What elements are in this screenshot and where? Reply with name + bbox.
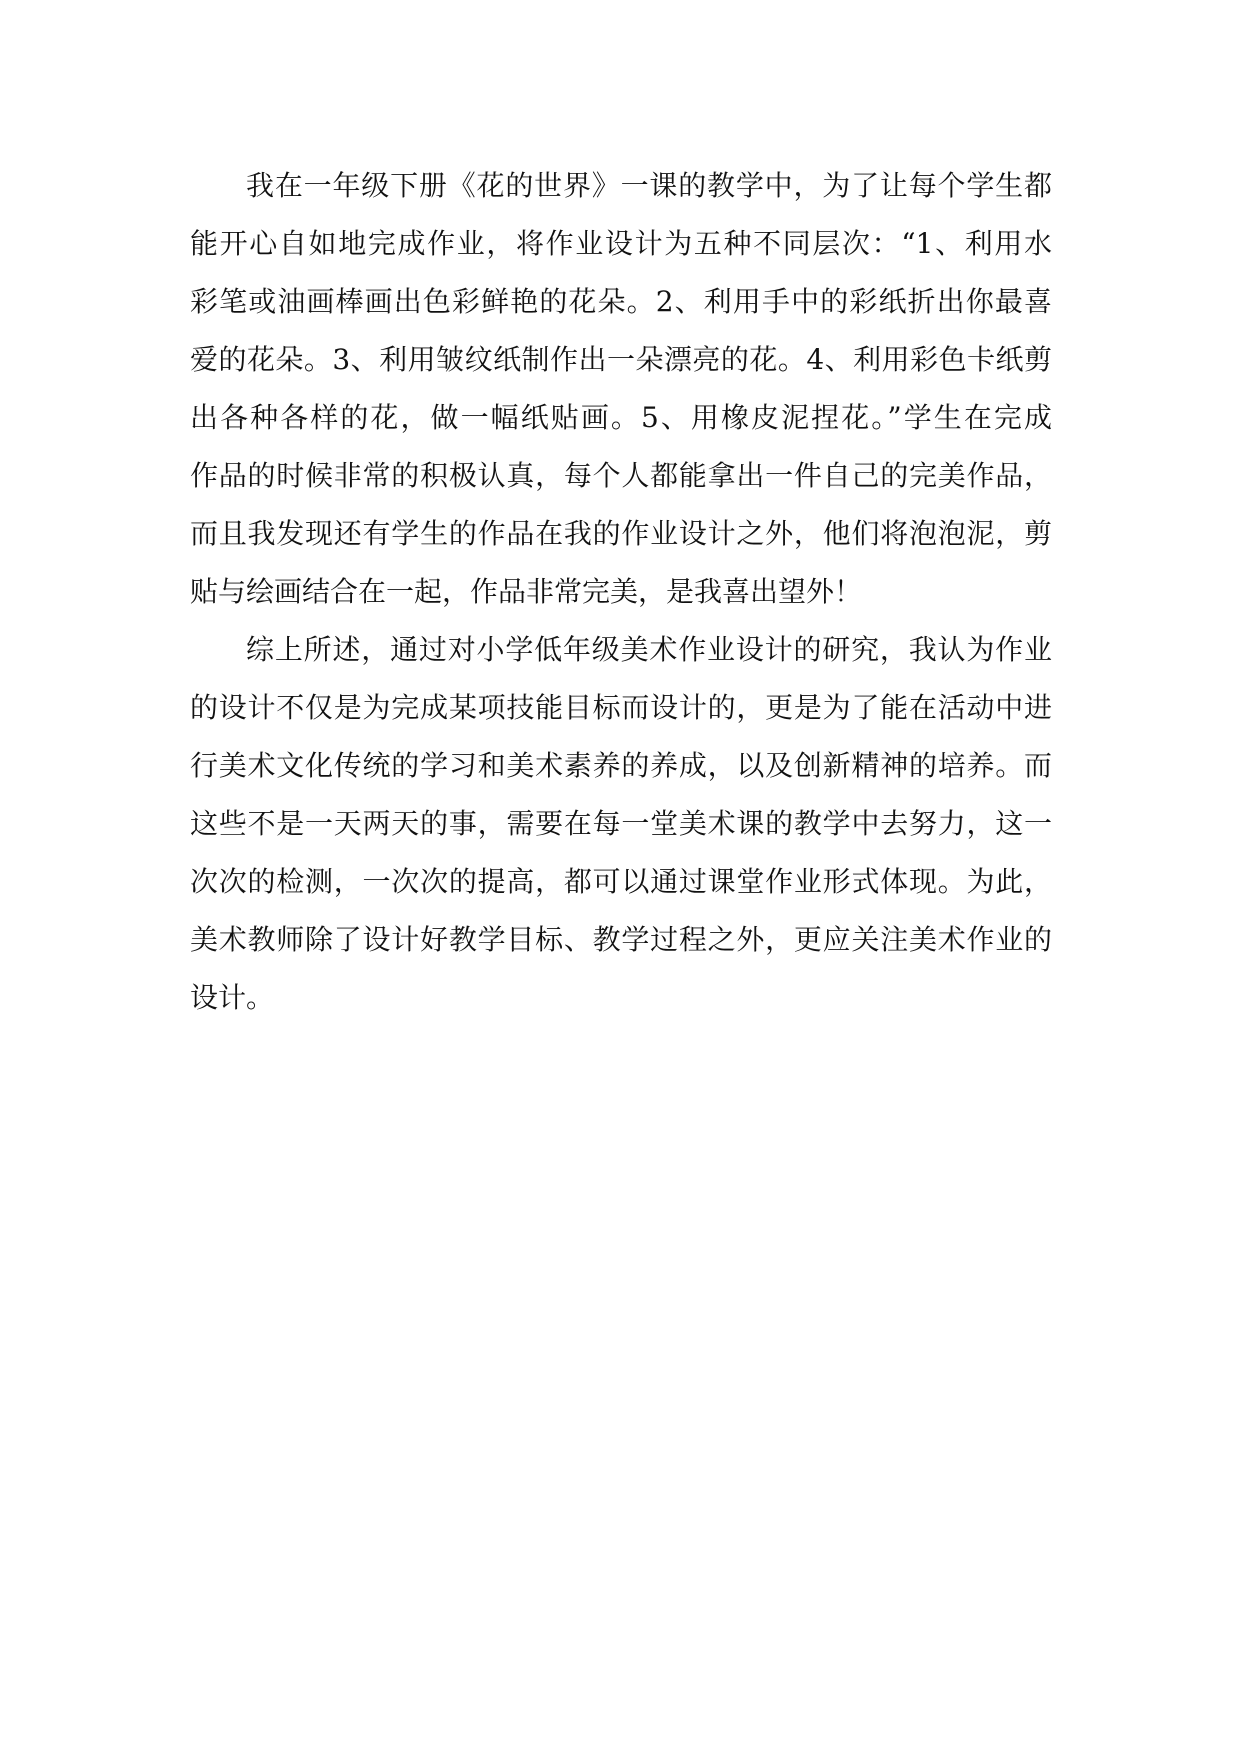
paragraph-line: 出各种各样的花，做一幅纸贴画。5、用橡皮泥捏花。”学生在完成 — [190, 401, 1052, 434]
paragraph-line: 爱的花朵。3、利用皱纹纸制作出一朵漂亮的花。4、利用彩色卡纸剪 — [190, 343, 1052, 376]
paragraph-line: 而且我发现还有学生的作品在我的作业设计之外，他们将泡泡泥，剪 — [190, 517, 1052, 550]
paragraph-line: 设计。 — [190, 981, 275, 1014]
paragraph-line: 贴与绘画结合在一起，作品非常完美，是我喜出望外！ — [190, 575, 863, 608]
document-body — [190, 157, 1052, 1027]
paragraph-line: 综上所述，通过对小学低年级美术作业设计的研究，我认为作业 — [246, 633, 1052, 666]
paragraph-line: 我在一年级下册《花的世界》一课的教学中，为了让每个学生都 — [246, 169, 1052, 202]
paragraph-line: 彩笔或油画棒画出色彩鲜艳的花朵。2、利用手中的彩纸折出你最喜 — [190, 285, 1052, 318]
paragraph-line: 美术教师除了设计好教学目标、教学过程之外，更应关注美术作业的 — [190, 923, 1052, 956]
paragraph-line: 能开心自如地完成作业，将作业设计为五种不同层次：“1、利用水 — [190, 227, 1052, 260]
paragraph-1 — [190, 157, 1052, 621]
paragraph-line: 行美术文化传统的学习和美术素养的养成，以及创新精神的培养。而 — [190, 749, 1052, 782]
paragraph-line: 这些不是一天两天的事，需要在每一堂美术课的教学中去努力，这一 — [190, 807, 1052, 840]
paragraph-line: 次次的检测，一次次的提高，都可以通过课堂作业形式体现。为此， — [190, 865, 1052, 898]
paragraph-2 — [190, 621, 1052, 1027]
paragraph-line: 作品的时候非常的积极认真，每个人都能拿出一件自己的完美作品， — [190, 459, 1052, 492]
paragraph-line: 的设计不仅是为完成某项技能目标而设计的，更是为了能在活动中进 — [190, 691, 1052, 724]
